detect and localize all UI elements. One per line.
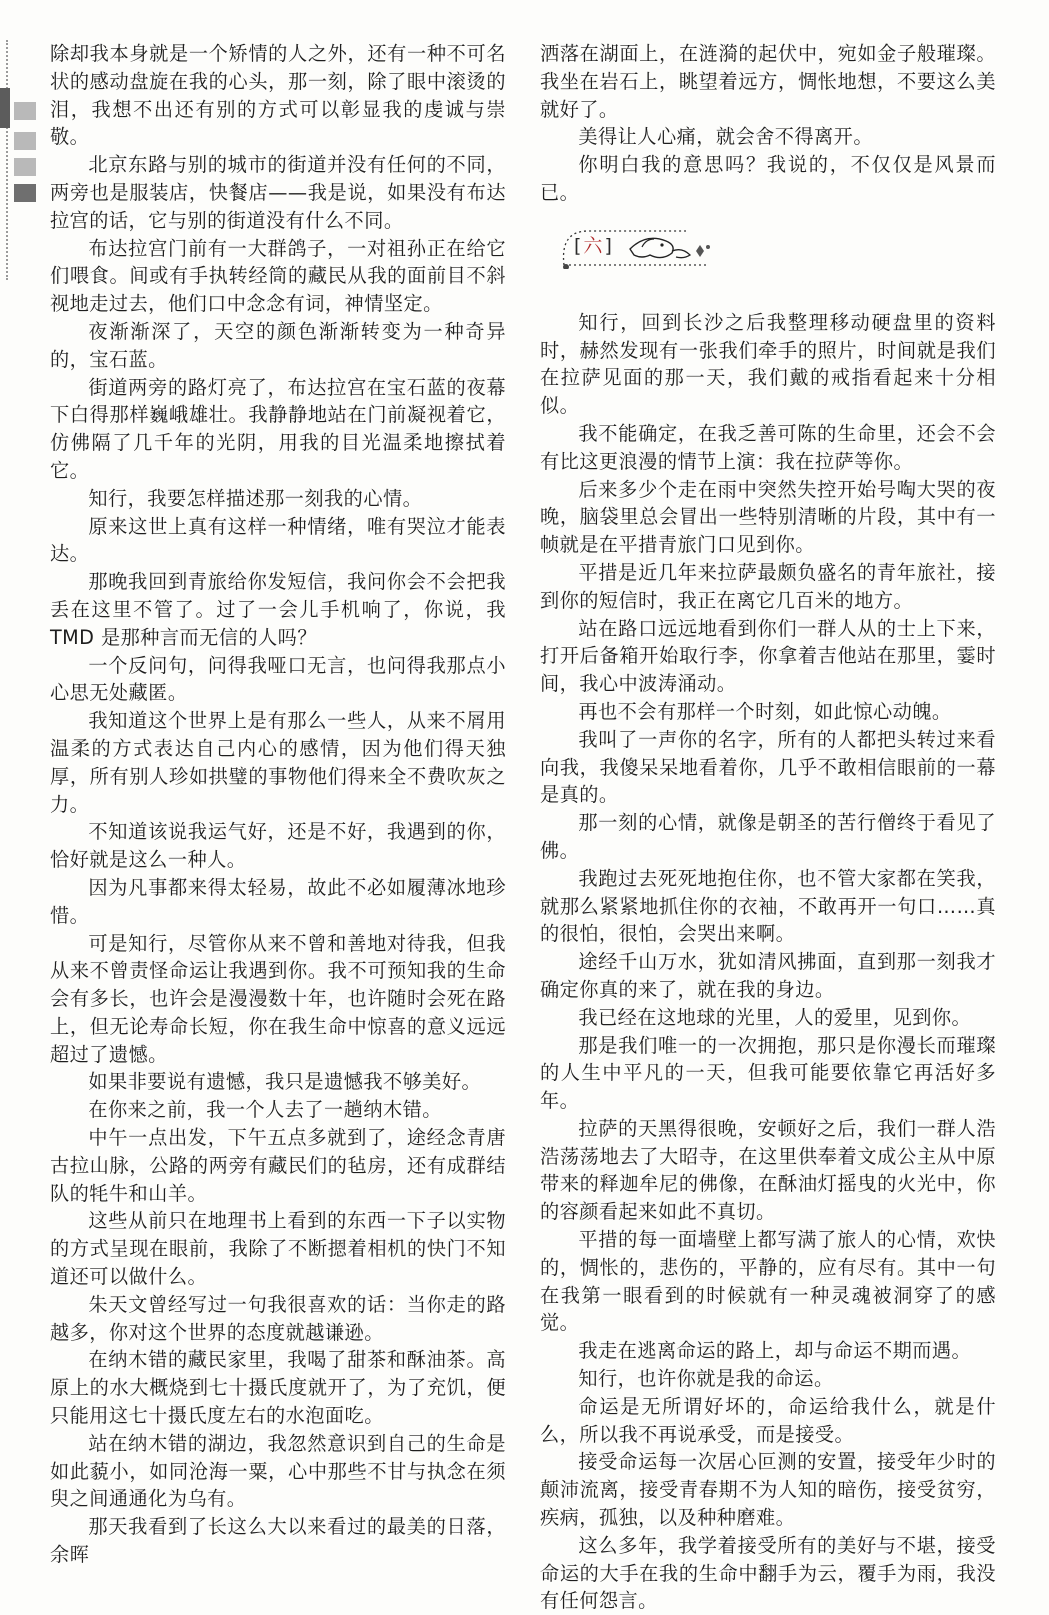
- paragraph: 如果非要说有遗憾，我只是遗憾我不够美好。: [88, 1070, 482, 1094]
- paragraph: 接受命运每一次居心叵测的安置，接受年少时的颠沛流离，接受青春期不为人知的暗伤，接受贫穷，疾病，孤独，以及种种磨难。: [540, 1450, 996, 1530]
- paragraph: 我不能确定，在我乏善可陈的生命里，还会不会有比这更浪漫的情节上演：我在拉萨等你。: [540, 421, 996, 473]
- paragraph: 知行，我要怎样描述那一刻我的心情。: [88, 486, 423, 510]
- paragraph: 再也不会有那样一个时刻，如此惊心动魄。: [578, 699, 952, 723]
- right-text-column: [540, 40, 996, 1615]
- paragraph: 北京东路与别的城市的街道并没有任何的不同，两旁也是服装店，快餐店——我是说，如果没有布达拉宫的话，它与别的街道没有什么不同。: [50, 153, 506, 232]
- paragraph: 我已经在这地球的光里，人的爱里，见到你。: [578, 1005, 972, 1029]
- paragraph: 知行，也许你就是我的命运。: [578, 1367, 834, 1391]
- paragraph: 除却我本身就是一个矫情的人之外，还有一种不可名状的感动盘旋在我的心头，那一刻，除了眼中滚烫的泪，我想不出还有别的方式可以彰显我的虔诚与崇敬。: [50, 42, 506, 149]
- paragraph: 知行，回到长沙之后我整理移动硬盘里的资料时，赫然发现有一张我们牵手的照片，时间就是我们在拉萨见面的那一天，我们戴的戒指看起来十分相似。: [540, 310, 996, 418]
- right-column-top-paragraphs: [540, 40, 996, 207]
- paragraph: 命运是无所谓好坏的，命运给我什么，就是什么，所以我不再说承受，而是接受。: [540, 1394, 996, 1446]
- dolphin-doodle-icon: [630, 238, 710, 257]
- paragraph: 我跑过去死死地抱住你，也不管大家都在笑我，就那么紧紧地抓住你的衣袖，不敢再开一句口……真的很怕，很怕，会哭出来啊。: [540, 866, 996, 946]
- paragraph: 平措是近几年来拉萨最颇负盛名的青年旅社，接到你的短信时，我正在离它几百米的地方。: [540, 560, 996, 612]
- edge-square: [14, 158, 36, 176]
- paragraph: 布达拉宫门前有一大群鸽子，一对祖孙正在给它们喂食。间或有手执转经筒的藏民从我的面前目不斜视地走过去，他们口中念念有词，神情坚定。: [50, 236, 506, 316]
- paragraph: 原来这世上真有这样一种情绪，唯有哭泣才能表达。: [50, 514, 506, 566]
- paragraph: 那天我看到了长这么大以来看过的最美的日落，余晖: [50, 1515, 506, 1567]
- paragraph: 我知道这个世界上是有那么一些人，从来不屑用温柔的方式表达自己内心的感情，因为他们得天独厚，所有别人珍如拱璧的事物他们得来全不费吹灰之力。: [50, 709, 506, 816]
- paragraph: 那是我们唯一的一次拥抱，那只是你漫长而璀璨的人生中平凡的一天，但我可能要依靠它再活好多年。: [540, 1033, 996, 1113]
- paragraph: 拉萨的天黑得很晚，安顿好之后，我们一群人浩浩荡荡地去了大昭寺，在这里供奉着文成公主从中原带来的释迦牟尼的佛像，在酥油灯摇曳的火光中，你的容颜看起来如此不真切。: [540, 1116, 996, 1224]
- paragraph: 我叫了一声你的名字，所有的人都把头转过来看向我，我傻呆呆地看着你，几乎不敢相信眼前的一幕是真的。: [540, 727, 996, 807]
- paragraph: 这么多年，我学着接受所有的美好与不堪，接受命运的大手在我的生命中翻手为云，覆手为雨，我没有任何怨言。: [540, 1533, 996, 1613]
- paragraph: 一个反问句，问得我哑口无言，也问得我那点小心思无处藏匿。: [50, 653, 506, 705]
- paragraph: 因为凡事都来得太轻易，故此不必如履薄冰地珍惜。: [50, 875, 506, 927]
- edge-square: [14, 132, 36, 150]
- paragraph: 朱天文曾经写过一句我很喜欢的话：当你走的路越多，你对这个世界的态度就越谦逊。: [50, 1292, 506, 1344]
- paragraph: 夜渐渐深了，天空的颜色渐渐转变为一种奇异的，宝石蓝。: [50, 319, 506, 371]
- section-marker: [558, 219, 996, 281]
- paragraph: 在纳木错的藏民家里，我喝了甜茶和酥油茶。高原上的水大概烧到七十摄氏度就开了，为了充饥，便只能用这七十摄氏度左右的水泡面吃。: [50, 1348, 506, 1428]
- paragraph: 后来多少个走在雨中突然失控开始号啕大哭的夜晚，脑袋里总会冒出一些特别清晰的片段，其中有一帧就是在平措青旅门口见到你。: [540, 477, 996, 557]
- paragraph: 平措的每一面墙壁上都写满了旅人的心情，欢快的，惆怅的，悲伤的，平静的，应有尽有。其中一句在我第一眼看到的时候就有一种灵魂被洞穿了的感觉。: [540, 1228, 996, 1335]
- paragraph: 街道两旁的路灯亮了，布达拉宫在宝石蓝的夜幕下白得那样巍峨雄壮。我静静地站在门前凝视着它，仿佛隔了几千年的光阴，用我的目光温柔地擦拭着它。: [50, 375, 506, 482]
- paragraph: 洒落在湖面上，在涟漪的起伏中，宛如金子般璀璨。我坐在岩石上，眺望着远方，惆怅地想，不要这么美就好了。: [540, 42, 996, 121]
- section-number: [六]: [574, 234, 614, 257]
- paragraph: 途经千山万水，犹如清风拂面，直到那一刻我才确定你真的来了，就在我的身边。: [540, 950, 996, 1001]
- edge-square: [14, 184, 36, 202]
- edge-dotted-line: [6, 40, 8, 280]
- right-column-bottom-paragraphs: [540, 309, 996, 1615]
- paragraph: 那一刻的心情，就像是朝圣的苦行僧终于看见了佛。: [540, 811, 996, 862]
- paragraph: 我走在逃离命运的路上，却与命运不期而遇。: [578, 1339, 972, 1363]
- left-text-column: [50, 40, 506, 1569]
- edge-tab-bar: [0, 88, 10, 128]
- paragraph: 站在纳木错的湖边，我忽然意识到自己的生命是如此藐小，如同沧海一粟，心中那些不甘与执念在须臾之间通通化为乌有。: [50, 1431, 506, 1511]
- page-edge-marks: [0, 40, 44, 280]
- paragraph: 中午一点出发，下午五点多就到了，途经念青唐古拉山脉，公路的两旁有藏民们的毡房，还有成群结队的牦牛和山羊。: [50, 1126, 506, 1205]
- paragraph: 你明白我的意思吗？我说的，不仅仅是风景而已。: [540, 153, 996, 204]
- paragraph: 站在路口远远地看到你们一群人从的士上下来，打开后备箱开始取行李，你拿着吉他站在那里，霎时间，我心中波涛涌动。: [540, 616, 996, 696]
- paragraph: 美得让人心痛，就会舍不得离开。: [578, 125, 873, 149]
- paragraph: 可是知行，尽管你从来不曾和善地对待我，但我从来不曾责怪命运让我遇到你。我不可预知我的生命会有多长，也许会是漫漫数十年，也许随时会死在路上，但无论寿命长短，你在我生命中惊喜的意义远远超过了遗憾。: [50, 931, 506, 1066]
- paragraph: 那晚我回到青旅给你发短信，我问你会不会把我丢在这里不管了。过了一会儿手机响了，你说，我 TMD 是那种言而无信的人吗？: [50, 570, 506, 649]
- paragraph: 在你来之前，我一个人去了一趟纳木错。: [88, 1098, 442, 1122]
- edge-square: [14, 102, 36, 120]
- paragraph: 这些从前只在地理书上看到的东西一下子以实物的方式呈现在眼前，我除了不断摁着相机的快门不知道还可以做什么。: [50, 1209, 506, 1289]
- paragraph: 不知道该说我运气好，还是不好，我遇到的你，恰好就是这么一种人。: [50, 820, 506, 872]
